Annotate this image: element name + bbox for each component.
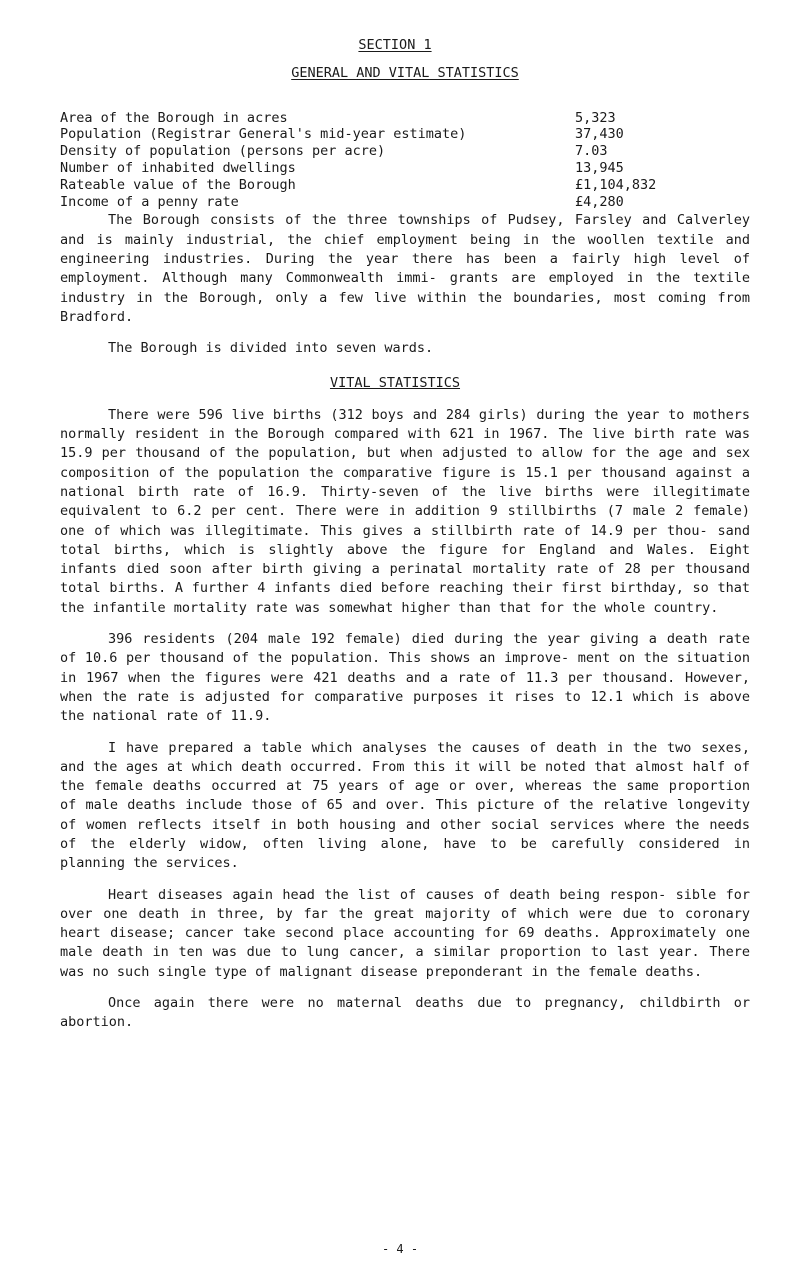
stat-value: 37,430 bbox=[575, 126, 624, 143]
stat-label: Number of inhabited dwellings bbox=[60, 159, 296, 176]
stat-label: Population (Registrar General's mid-year estimate) bbox=[60, 126, 467, 143]
stat-row bbox=[60, 159, 665, 176]
deaths-paragraph: 396 residents (204 male 192 female) died during the year giving a death rate of 10.6 per thousand of the population. This shows an improve- ment on the situation in 1967 when the figures were 421 deaths and a rate of 11.3 per thousand. However, when the rate is adjusted for comparative purposes it rises to 12.1 which is above the national rate of 11.9. bbox=[60, 631, 750, 725]
stat-label: Income of a penny rate bbox=[60, 193, 239, 210]
stat-row bbox=[60, 193, 665, 210]
stat-value: 7.03 bbox=[575, 143, 608, 160]
chapter-title: GENERAL AND VITAL STATISTICS bbox=[291, 65, 519, 82]
stat-row bbox=[60, 142, 665, 159]
stat-row bbox=[60, 109, 665, 126]
statistics-table bbox=[60, 109, 750, 210]
stat-label: Rateable value of the Borough bbox=[60, 176, 296, 193]
stat-value: £1,104,832 bbox=[575, 176, 657, 193]
intro-paragraph: The Borough consists of the three townships of Pudsey, Farsley and Calverley and is mainly industrial, the chief employment being in the woollen textile and engineering industries. During the year there has been a fairly high level of employment. Although many Commonwealth immi- grants are employed in the textile industry in the Borough, only a few live within the boundaries, most coming from Bradford. bbox=[60, 212, 750, 325]
wards-paragraph: The Borough is divided into seven wards. bbox=[108, 340, 434, 357]
vital-statistics-title: VITAL STATISTICS bbox=[329, 375, 461, 392]
stat-value: £4,280 bbox=[575, 193, 624, 210]
section-title: SECTION 1 bbox=[358, 37, 432, 53]
stat-value: 5,323 bbox=[575, 109, 616, 126]
stat-label: Density of population (persons per acre) bbox=[60, 143, 386, 160]
births-paragraph: There were 596 live births (312 boys and 284 girls) during the year to mothers normally resident in the Borough compared with 621 in 1967. The live birth rate was 15.9 per thousand of the population, but when adjusted to allow for the age and sex composition of the population the comparative figure is 15.1 per thousand against a national birth rate of 16.9. Thirty-seven of the live births were illegitimate equivalent to 6.2 per cent. There were in addition 9 stillbirths (7 male 2 female) one of which was illegitimate. This gives a stillbirth rate of 14.9 per thou- sand total births, which is slightly above the figure for England and Wales. Eight infants died soon after birth giving a perinatal mortality rate of 28 per thousand total births. A further 4 infants died before reaching their first birthday, so that the infantile mortality rate was somewhat higher than that for the whole country. bbox=[60, 406, 750, 616]
causes-paragraph: Heart diseases again head the list of causes of death being respon- sible for over one death in three, by far the great majority of which were due to coronary heart disease; cancer take second place accounting for 69 deaths. Approximately one male death in ten was due to lung cancer, a similar proportion to last year. There was no such single type of malignant disease preponderant in the female deaths. bbox=[60, 886, 750, 980]
longevity-paragraph: I have prepared a table which analyses the causes of death in the two sexes, and the ages at which death occurred. From this it will be noted that almost half of the female deaths occurred at 75 years of age or over, whereas the same proportion of male deaths include those of 65 and over. This picture of the relative longevity of women reflects itself in both housing and other social services where the needs of the elderly widow, often living alone, have to be carefully considered in planning the services. bbox=[60, 739, 750, 872]
document-page bbox=[60, 36, 750, 1033]
stat-value: 13,945 bbox=[575, 159, 624, 176]
page-number: - 4 - bbox=[381, 1242, 419, 1256]
stat-label: Area of the Borough in acres bbox=[60, 109, 288, 126]
stat-row bbox=[60, 125, 665, 142]
maternal-paragraph: Once again there were no maternal deaths due to pregnancy, childbirth or abortion. bbox=[60, 995, 750, 1031]
stat-row bbox=[60, 176, 665, 193]
